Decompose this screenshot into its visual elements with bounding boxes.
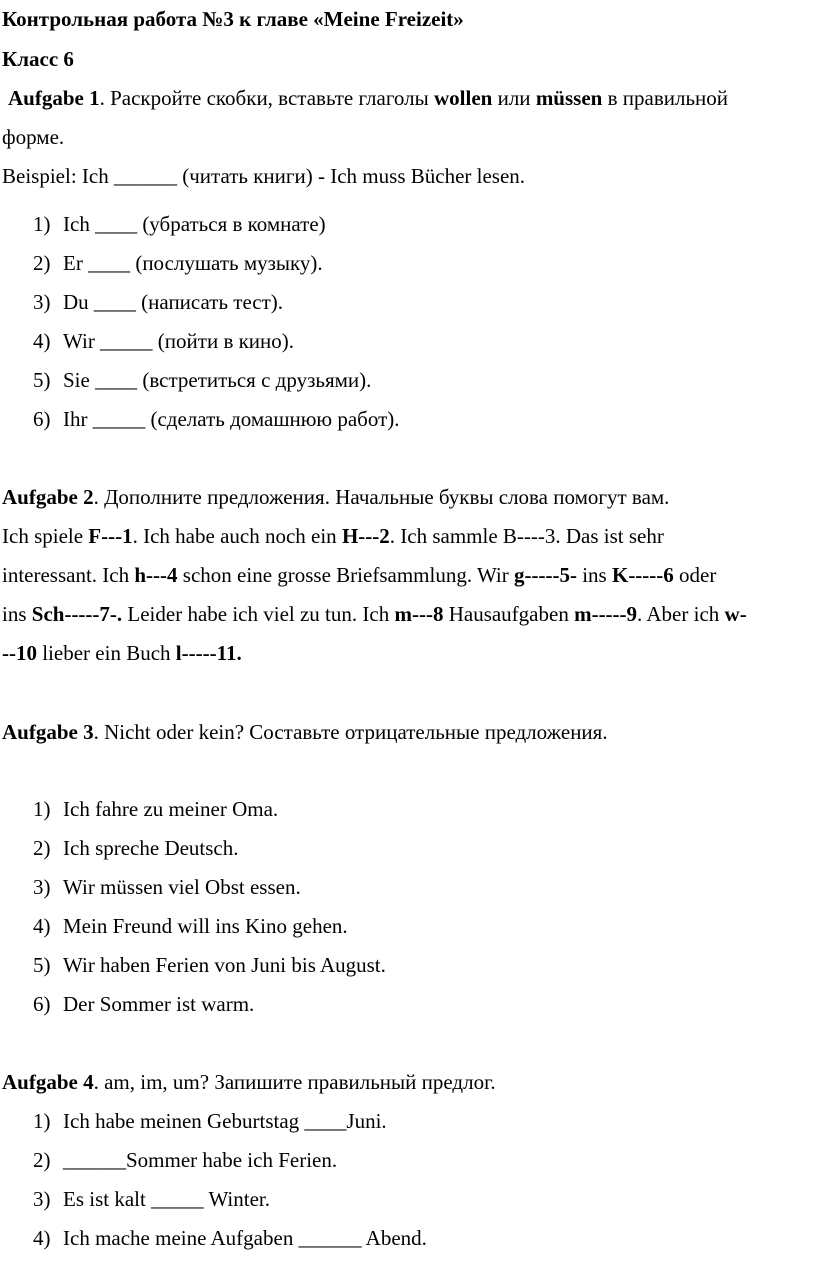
item-number: 3) <box>33 290 51 314</box>
list-item <box>33 1108 387 1134</box>
text-run: . Ich habe auch noch ein <box>132 524 342 548</box>
gap-hint: m-----9 <box>574 602 638 626</box>
item-text: Ich habe meinen Geburtstag ____Juni. <box>63 1109 387 1133</box>
item-number: 5) <box>33 368 51 392</box>
gap-hint: F---1 <box>88 524 133 548</box>
task4-label: Aufgabe 4 <box>2 1070 94 1094</box>
item-number: 2) <box>33 836 51 860</box>
gap-hint: --10 <box>2 641 37 665</box>
item-number: 4) <box>33 329 51 353</box>
task1-intro-c: форме. <box>2 125 65 149</box>
text-run: . Aber ich <box>637 602 725 626</box>
list-item <box>33 250 323 276</box>
task2-line-3 <box>2 601 747 627</box>
item-text: Ich mache meine Aufgaben ______ Abend. <box>63 1226 427 1250</box>
text-run: ins <box>2 602 32 626</box>
task2-line-4 <box>2 640 242 666</box>
text-run: lieber ein Buch <box>37 641 176 665</box>
task4-heading <box>2 1069 496 1095</box>
task1-intro-a: . Раскройте скобки, вставьте глаголы <box>99 86 434 110</box>
list-item <box>33 367 371 393</box>
item-number: 2) <box>33 251 51 275</box>
item-text: Ihr _____ (сделать домашнюю работ). <box>63 407 400 431</box>
class-label: Класс 6 <box>2 47 74 71</box>
list-item <box>33 211 326 237</box>
gap-hint: g-----5- <box>514 563 577 587</box>
text-run: ins <box>576 563 612 587</box>
item-number: 5) <box>33 953 51 977</box>
item-text: Wir _____ (пойти в кино). <box>63 329 295 353</box>
list-item <box>33 835 239 861</box>
list-item <box>33 289 283 315</box>
gap-hint: m---8 <box>394 602 444 626</box>
task1-or: или <box>492 86 536 110</box>
task2-label: Aufgabe 2 <box>2 485 94 509</box>
task2-line-1 <box>2 523 664 549</box>
item-text: ______Sommer habe ich Ferien. <box>63 1148 338 1172</box>
task2-instruction: . Дополните предложения. Начальные буквы слова помогут вам. <box>93 485 670 509</box>
item-number: 6) <box>33 407 51 431</box>
text-run: oder <box>673 563 717 587</box>
task4-instruction: . am, im, um? Запишите правильный предлог. <box>93 1070 496 1094</box>
item-number: 1) <box>33 212 51 236</box>
item-text: Der Sommer ist warm. <box>63 992 255 1016</box>
list-item <box>33 991 254 1017</box>
gap-hint: w- <box>724 602 747 626</box>
item-number: 6) <box>33 992 51 1016</box>
item-text: Ich spreche Deutsch. <box>63 836 239 860</box>
task1-label: Aufgabe 1 <box>8 86 100 110</box>
list-item <box>33 874 301 900</box>
list-item <box>33 328 294 354</box>
list-item <box>33 1225 427 1251</box>
text-run: schon eine grosse Briefsammlung. Wir <box>177 563 514 587</box>
item-text: Wir haben Ferien von Juni bis August. <box>63 953 386 977</box>
task1-example: Beispiel: Ich ______ (читать книги) - Ich muss Bücher lesen. <box>2 164 526 188</box>
gap-hint: Sch-----7-. <box>31 602 123 626</box>
task1-intro-b: в правильной <box>602 86 729 110</box>
item-text: Ich fahre zu meiner Oma. <box>63 797 279 821</box>
item-number: 1) <box>33 1109 51 1133</box>
item-number: 2) <box>33 1148 51 1172</box>
item-text: Wir müssen viel Obst essen. <box>63 875 301 899</box>
gap-hint: H---2 <box>341 524 390 548</box>
task3-label: Aufgabe 3 <box>2 720 94 744</box>
item-text: Du ____ (написать тест). <box>63 290 284 314</box>
item-number: 3) <box>33 875 51 899</box>
text-run: Leider habe ich viel zu tun. Ich <box>122 602 395 626</box>
list-item <box>33 1147 337 1173</box>
task2-line-2 <box>2 562 716 588</box>
text-run: . Ich sammle B----3. Das ist sehr <box>389 524 664 548</box>
list-item <box>33 913 348 939</box>
item-number: 1) <box>33 797 51 821</box>
gap-hint: K-----6 <box>611 563 674 587</box>
text-run: Hausaufgaben <box>443 602 575 626</box>
list-item <box>33 952 386 978</box>
item-text: Er ____ (послушать музыку). <box>63 251 323 275</box>
text-run: interessant. Ich <box>2 563 135 587</box>
list-item <box>33 406 400 432</box>
gap-hint: h---4 <box>134 563 178 587</box>
item-text: Mein Freund will ins Kino gehen. <box>63 914 348 938</box>
gap-hint: l-----11. <box>175 641 242 665</box>
verb-wollen: wollen <box>434 86 493 110</box>
task2-heading <box>2 484 669 510</box>
verb-muessen: müssen <box>535 86 603 110</box>
task1-heading <box>8 85 728 111</box>
item-number: 4) <box>33 1226 51 1250</box>
item-text: Ich ____ (убраться в комнате) <box>63 212 326 236</box>
task3-heading <box>2 719 608 745</box>
task3-instruction: . Nicht oder kein? Составьте отрицательные предложения. <box>93 720 608 744</box>
list-item <box>33 796 278 822</box>
page-title: Контрольная работа №3 к главе «Meine Freizeit» <box>2 7 464 31</box>
item-number: 3) <box>33 1187 51 1211</box>
list-item <box>33 1186 270 1212</box>
item-text: Es ist kalt _____ Winter. <box>63 1187 271 1211</box>
item-text: Sie ____ (встретиться с друзьями). <box>63 368 372 392</box>
text-run: Ich spiele <box>2 524 89 548</box>
item-number: 4) <box>33 914 51 938</box>
